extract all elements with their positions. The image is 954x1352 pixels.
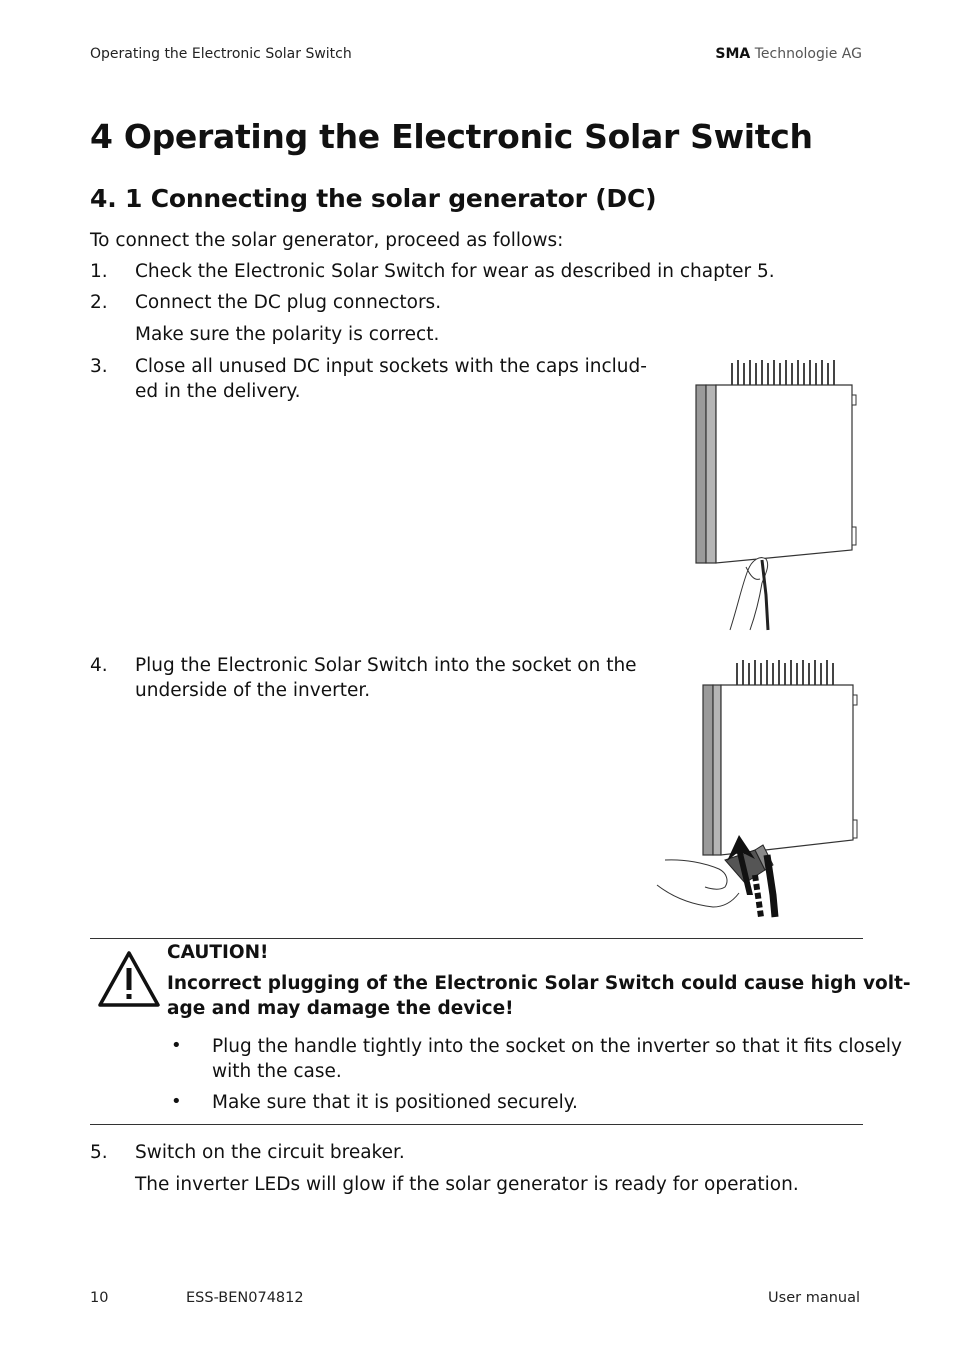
step-note: Make sure the polarity is correct. <box>135 324 440 345</box>
warning-triangle-icon <box>96 949 162 1009</box>
caution-bullet-text: Plug the handle tightly into the socket on the inverter so that it fits closely <box>212 1036 902 1057</box>
page-number: 10 <box>90 1290 109 1306</box>
caution-headline-cont: age and may damage the device! <box>167 998 514 1019</box>
caution-top-rule <box>90 938 863 939</box>
step-text: Switch on the circuit breaker. <box>135 1142 405 1163</box>
inverter-caps-illustration <box>690 355 865 635</box>
caution-bottom-rule <box>90 1124 863 1125</box>
caution-bullet-text-cont: with the case. <box>212 1061 342 1082</box>
running-header-left: Operating the Electronic Solar Switch <box>90 46 352 62</box>
brand-name: SMA <box>715 46 751 62</box>
step-number: 4. <box>90 655 108 676</box>
caution-headline: Incorrect plugging of the Electronic Solar Switch could cause high volt- <box>167 973 911 994</box>
step-text: Plug the Electronic Solar Switch into the socket on the <box>135 655 637 676</box>
chapter-title: 4 Operating the Electronic Solar Switch <box>90 117 813 156</box>
heat-sink-fins <box>737 660 833 687</box>
step-text: Check the Electronic Solar Switch for wear as described in chapter 5. <box>135 261 775 282</box>
step-number: 3. <box>90 356 108 377</box>
caution-bullet-text: Make sure that it is positioned securely. <box>212 1092 578 1113</box>
bullet-marker: • <box>171 1035 182 1056</box>
caution-label: CAUTION! <box>167 942 269 963</box>
step-text-cont: underside of the inverter. <box>135 680 371 701</box>
document-type: User manual <box>768 1290 860 1306</box>
step-text: Close all unused DC input sockets with the caps includ- <box>135 356 647 377</box>
step-text: Connect the DC plug connectors. <box>135 292 442 313</box>
plug-ess-illustration <box>655 655 865 925</box>
step-text-cont: ed in the delivery. <box>135 381 301 402</box>
section-title: 4. 1 Connecting the solar generator (DC) <box>90 184 657 213</box>
intro-text: To connect the solar generator, proceed as follows: <box>90 230 564 251</box>
bullet-marker: • <box>171 1091 182 1112</box>
step-number: 1. <box>90 261 108 282</box>
step-note: The inverter LEDs will glow if the solar generator is ready for operation. <box>135 1174 799 1195</box>
running-header-right <box>715 46 862 62</box>
step-number: 5. <box>90 1142 108 1163</box>
document-id: ESS-BEN074812 <box>186 1290 304 1306</box>
heat-sink-fins <box>732 360 834 387</box>
company-name: Technologie AG <box>754 46 862 62</box>
step-number: 2. <box>90 292 108 313</box>
